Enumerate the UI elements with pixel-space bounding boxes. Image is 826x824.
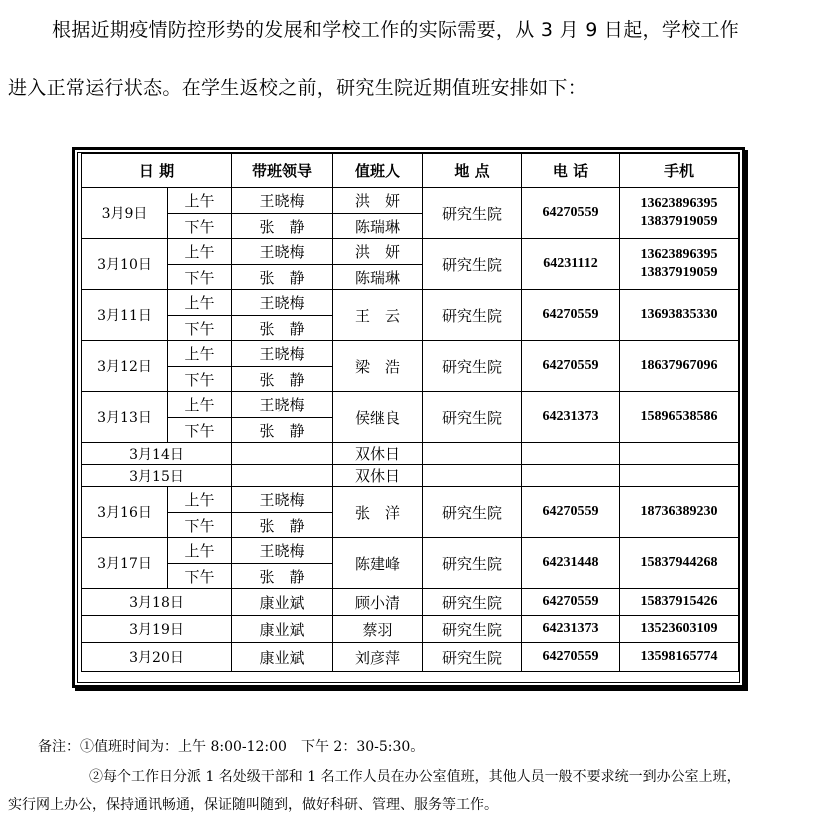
location-cell — [423, 443, 522, 465]
staff-cell: 顾小清 — [333, 589, 423, 616]
leader-cell: 张 静 — [232, 265, 333, 290]
session-pm: 下午 — [168, 513, 232, 538]
leader-cell: 张 静 — [232, 513, 333, 538]
header-mobile: 手机 — [620, 154, 739, 188]
duty-table-frame — [72, 147, 745, 688]
table-row — [82, 290, 739, 316]
date-cell: 3月10日 — [82, 239, 168, 290]
note-line-1: 备注：①值班时间为：上午 8:00-12:00 下午 2：30-5:30。 — [38, 739, 425, 755]
location-cell: 研究生院 — [423, 538, 522, 589]
mobile-cell: 15837944268 — [620, 538, 739, 589]
location-cell — [423, 465, 522, 487]
table-row — [82, 465, 739, 487]
mobile-cell: 15837915426 — [620, 589, 739, 616]
header-leader: 带班领导 — [232, 154, 333, 188]
session-am: 上午 — [168, 487, 232, 513]
session-pm: 下午 — [168, 367, 232, 392]
header-date: 日 期 — [82, 154, 232, 188]
date-cell: 3月12日 — [82, 341, 168, 392]
date-cell: 3月9日 — [82, 188, 168, 239]
session-pm: 下午 — [168, 265, 232, 290]
leader-cell: 王晓梅 — [232, 239, 333, 265]
mobile-cell — [620, 239, 739, 290]
mobile-cell: 18637967096 — [620, 341, 739, 392]
session-pm: 下午 — [168, 214, 232, 239]
mobile-cell — [620, 188, 739, 239]
header-phone: 电 话 — [522, 154, 620, 188]
phone-cell: 64231373 — [522, 616, 620, 643]
rest-day-cell: 双休日 — [333, 443, 423, 465]
location-cell: 研究生院 — [423, 188, 522, 239]
staff-cell: 张 洋 — [333, 487, 423, 538]
session-pm: 下午 — [168, 418, 232, 443]
staff-cell: 陈建峰 — [333, 538, 423, 589]
session-am: 上午 — [168, 188, 232, 214]
location-cell: 研究生院 — [423, 392, 522, 443]
staff-cell: 洪 妍 — [333, 239, 423, 265]
session-am: 上午 — [168, 341, 232, 367]
location-cell: 研究生院 — [423, 589, 522, 616]
location-cell: 研究生院 — [423, 290, 522, 341]
location-cell: 研究生院 — [423, 643, 522, 672]
phone-cell: 64270559 — [522, 589, 620, 616]
date-cell: 3月13日 — [82, 392, 168, 443]
date-cell: 3月20日 — [82, 643, 232, 672]
location-cell: 研究生院 — [423, 616, 522, 643]
leader-cell: 王晓梅 — [232, 341, 333, 367]
leader-cell: 王晓梅 — [232, 188, 333, 214]
table-row — [82, 239, 739, 265]
location-cell: 研究生院 — [423, 341, 522, 392]
rest-day-cell: 双休日 — [333, 465, 423, 487]
date-cell: 3月11日 — [82, 290, 168, 341]
leader-cell: 张 静 — [232, 367, 333, 392]
session-pm: 下午 — [168, 316, 232, 341]
leader-cell: 张 静 — [232, 418, 333, 443]
phone-cell: 64270559 — [522, 341, 620, 392]
phone-cell: 64270559 — [522, 188, 620, 239]
note-line-2: ②每个工作日分派 1 名处级干部和 1 名工作人员在办公室值班，其他人员一般不要求统一到办公室上班， — [89, 769, 741, 785]
leader-cell: 康业斌 — [232, 616, 333, 643]
leader-cell: 张 静 — [232, 214, 333, 239]
table-row — [82, 538, 739, 564]
note-line-3: 实行网上办公，保持通讯畅通，保证随叫随到，做好科研、管理、服务等工作。 — [8, 797, 498, 813]
table-row — [82, 392, 739, 418]
mobile-number: 13623896395 — [640, 247, 718, 262]
phone-cell: 64231448 — [522, 538, 620, 589]
date-cell: 3月14日 — [82, 443, 232, 465]
mobile-cell: 13693835330 — [620, 290, 739, 341]
phone-cell — [522, 465, 620, 487]
header-location: 地 点 — [423, 154, 522, 188]
location-cell: 研究生院 — [423, 239, 522, 290]
location-cell: 研究生院 — [423, 487, 522, 538]
leader-cell: 王晓梅 — [232, 392, 333, 418]
mobile-number: 13837919059 — [640, 214, 718, 229]
session-am: 上午 — [168, 290, 232, 316]
staff-cell: 侯继良 — [333, 392, 423, 443]
phone-cell: 64231112 — [522, 239, 620, 290]
leader-cell: 王晓梅 — [232, 290, 333, 316]
mobile-number: 13623896395 — [640, 196, 718, 211]
duty-schedule-table — [81, 153, 739, 672]
table-row — [82, 188, 739, 214]
staff-cell: 陈瑞琳 — [333, 214, 423, 239]
leader-cell: 张 静 — [232, 316, 333, 341]
staff-cell: 梁 浩 — [333, 341, 423, 392]
leader-cell — [232, 443, 333, 465]
table-row — [82, 487, 739, 513]
date-cell: 3月15日 — [82, 465, 232, 487]
date-cell: 3月18日 — [82, 589, 232, 616]
intro-line-1: 根据近期疫情防控形势的发展和学校工作的实际需要，从 3 月 9 日起，学校工作 — [52, 19, 740, 41]
leader-cell — [232, 465, 333, 487]
mobile-cell: 18736389230 — [620, 487, 739, 538]
leader-cell: 康业斌 — [232, 589, 333, 616]
date-cell: 3月19日 — [82, 616, 232, 643]
intro-line-2: 进入正常运行状态。在学生返校之前，研究生院近期值班安排如下： — [8, 77, 588, 99]
mobile-number: 13837919059 — [640, 265, 718, 280]
table-row — [82, 616, 739, 643]
phone-cell: 64270559 — [522, 487, 620, 538]
date-cell: 3月17日 — [82, 538, 168, 589]
date-cell: 3月16日 — [82, 487, 168, 538]
staff-cell: 蔡羽 — [333, 616, 423, 643]
staff-cell: 陈瑞琳 — [333, 265, 423, 290]
phone-cell — [522, 443, 620, 465]
staff-cell: 刘彦萍 — [333, 643, 423, 672]
staff-cell: 王 云 — [333, 290, 423, 341]
header-staff: 值班人 — [333, 154, 423, 188]
phone-cell: 64270559 — [522, 643, 620, 672]
table-row — [82, 443, 739, 465]
table-row — [82, 589, 739, 616]
staff-cell: 洪 妍 — [333, 188, 423, 214]
leader-cell: 康业斌 — [232, 643, 333, 672]
session-am: 上午 — [168, 392, 232, 418]
phone-cell: 64270559 — [522, 290, 620, 341]
mobile-cell — [620, 465, 739, 487]
leader-cell: 张 静 — [232, 564, 333, 589]
mobile-cell: 15896538586 — [620, 392, 739, 443]
mobile-cell: 13523603109 — [620, 616, 739, 643]
session-am: 上午 — [168, 538, 232, 564]
session-pm: 下午 — [168, 564, 232, 589]
table-row — [82, 643, 739, 672]
phone-cell: 64231373 — [522, 392, 620, 443]
leader-cell: 王晓梅 — [232, 487, 333, 513]
session-am: 上午 — [168, 239, 232, 265]
table-row — [82, 341, 739, 367]
leader-cell: 王晓梅 — [232, 538, 333, 564]
table-header-row — [82, 154, 739, 188]
mobile-cell — [620, 443, 739, 465]
mobile-cell: 13598165774 — [620, 643, 739, 672]
